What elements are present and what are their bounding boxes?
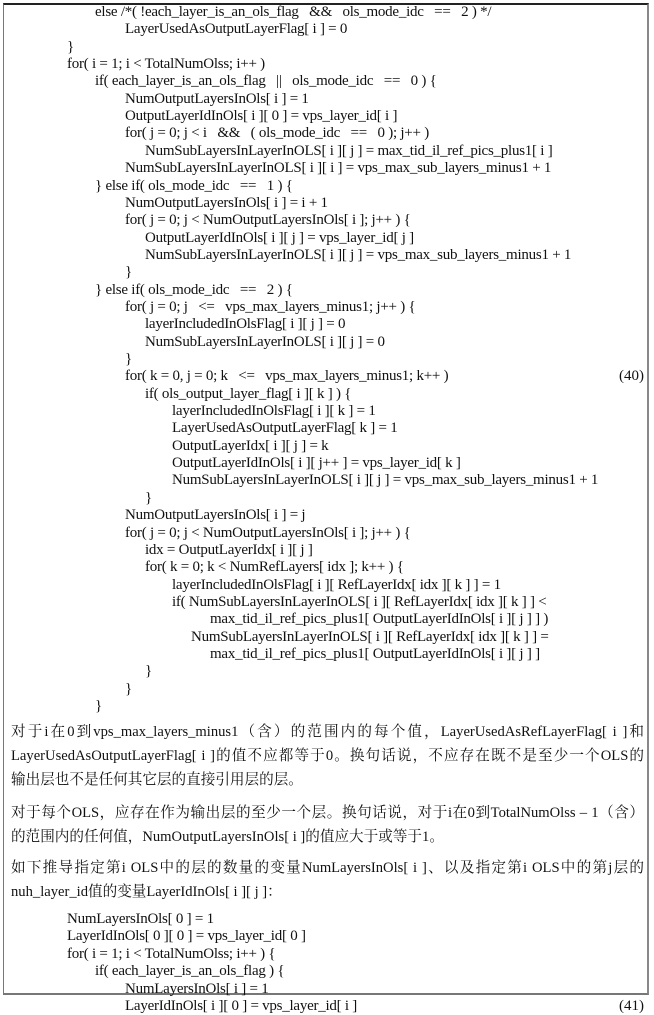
code-line: if( ols_output_layer_flag[ i ][ k ] ) { — [145, 385, 352, 402]
code-line: OutputLayerIdInOls[ i ][ j++ ] = vps_layer_id[ k ] — [172, 455, 461, 472]
code-line: layerIncludedInOlsFlag[ i ][ RefLayerIdx[ idx ][ k ] ] = 1 — [172, 576, 501, 593]
equation-label-41: (41) — [619, 998, 644, 1014]
code-line: NumSubLayersInLayerInOLS[ i ][ RefLayerIdx[ idx ][ k ] ] = — [191, 628, 549, 645]
paragraph — [11, 856, 644, 904]
code-line: LayerIdInOls[ 0 ][ 0 ] = vps_layer_id[ 0 ] — [67, 928, 306, 945]
code-line: } else if( ols_mode_idc == 1 ) { — [95, 177, 293, 194]
code-line: layerIncludedInOlsFlag[ i ][ k ] = 1 — [172, 403, 376, 420]
paragraph — [11, 720, 644, 792]
code-line: } — [125, 680, 132, 697]
code-line: layerIncludedInOlsFlag[ i ][ j ] = 0 — [145, 316, 346, 333]
code-line: } — [145, 663, 152, 680]
code-line: LayerUsedAsOutputLayerFlag[ i ] = 0 — [125, 21, 348, 38]
code-line: for( i = 1; i < TotalNumOlss; i++ ) — [67, 56, 265, 73]
paragraph-line: 对于i在0到vps_max_layers_minus1（含）的范围内的每个值，LayerUsedAsRefLayerFlag[ i ]和 — [11, 724, 644, 740]
code-line: max_tid_il_ref_pics_plus1[ OutputLayerIdInOls[ i ][ j ] ] ) — [210, 611, 549, 628]
code-line: LayerIdInOls[ i ][ 0 ] = vps_layer_id[ i ] — [125, 998, 358, 1014]
paragraph-line: nuh_layer_id值的变量LayerIdInOls[ i ][ j ]： — [11, 884, 282, 900]
code-line: } — [95, 698, 102, 714]
code-line: NumLayersInOls[ 0 ] = 1 — [67, 911, 214, 927]
code-line: max_tid_il_ref_pics_plus1[ OutputLayerIdInOls[ i ][ j ] ] — [210, 645, 540, 662]
code-line: for( i = 1; i < TotalNumOlss; i++ ) { — [67, 945, 276, 962]
code-line: else /*( !each_layer_is_an_ols_flag && ols_mode_idc == 2 ) */ — [95, 4, 492, 20]
code-line: NumSubLayersInLayerInOLS[ i ][ i ] = vps_max_sub_layers_minus1 + 1 — [125, 160, 552, 177]
code-line: OutputLayerIdx[ i ][ j ] = k — [172, 437, 329, 454]
code-line: NumOutputLayersInOls[ i ] = j — [125, 507, 306, 524]
code-line: NumOutputLayersInOls[ i ] = i + 1 — [125, 194, 328, 211]
paragraph-line: 输出层也不是任何其它层的直接引用层的层。 — [11, 772, 303, 788]
code-line: for( j = 0; j < i && ( ols_mode_idc == 0 ); j++ ) — [125, 125, 429, 142]
code-line: for( j = 0; j <= vps_max_layers_minus1; j++ ) { — [125, 298, 416, 315]
code-line: OutputLayerIdInOls[ i ][ 0 ] = vps_layer_id[ i ] — [125, 108, 398, 125]
paragraph-line: 的范围内的任何值，NumOutputLayersInOls[ i ]的值应大于或等于1。 — [11, 829, 444, 845]
code-line: if( NumSubLayersInLayerInOLS[ i ][ RefLayerIdx[ idx ][ k ] ] < — [172, 593, 547, 610]
code-line: } — [125, 264, 132, 281]
code-line: NumLayersInOls[ i ] = 1 — [125, 980, 269, 997]
code-line: LayerUsedAsOutputLayerFlag[ k ] = 1 — [172, 420, 398, 437]
code-line: if( each_layer_is_an_ols_flag || ols_mode_idc == 0 ) { — [95, 73, 437, 90]
code-line: idx = OutputLayerIdx[ i ][ j ] — [145, 541, 313, 558]
code-line: OutputLayerIdInOls[ i ][ j ] = vps_layer_id[ j ] — [145, 229, 414, 246]
paragraph-line: LayerUsedAsOutputLayerFlag[ i ]的值不应都等于0。换句话说，不应存在既不是至少一个OLS的 — [11, 748, 644, 764]
code-line: } — [125, 351, 132, 367]
code-line: NumSubLayersInLayerInOLS[ i ][ j ] = vps_max_sub_layers_minus1 + 1 — [145, 246, 572, 263]
code-line: NumSubLayersInLayerInOLS[ i ][ j ] = max_tid_il_ref_pics_plus1[ i ] — [145, 142, 553, 159]
code-line: } — [67, 38, 74, 55]
code-line: NumOutputLayersInOls[ i ] = 1 — [125, 90, 309, 107]
code-line: } else if( ols_mode_idc == 2 ) { — [95, 281, 293, 298]
code-line: } — [145, 489, 152, 506]
code-line: NumSubLayersInLayerInOLS[ i ][ j ] = 0 — [145, 333, 385, 350]
code-line: if( each_layer_is_an_ols_flag ) { — [95, 963, 285, 980]
paragraph — [11, 801, 644, 849]
code-line: NumSubLayersInLayerInOLS[ i ][ j ] = vps_max_sub_layers_minus1 + 1 — [172, 472, 599, 489]
paragraph-line: 如下推导指定第i OLS中的层的数量的变量NumLayersInOls[ i ]、以及指定第i OLS中的第j层的 — [11, 860, 644, 876]
equation-label-40: (40) — [619, 368, 644, 385]
code-line: for( j = 0; j < NumOutputLayersInOls[ i ]; j++ ) { — [125, 524, 411, 541]
paragraph-line: 对于每个OLS，应存在作为输出层的至少一个层。换句话说，对于i在0到TotalNumOlss – 1（含） — [11, 805, 644, 821]
code-line: for( j = 0; j < NumOutputLayersInOls[ i ]; j++ ) { — [125, 212, 411, 229]
code-line: for( k = 0; k < NumRefLayers[ idx ]; k++ ) { — [145, 559, 404, 576]
code-line: for( k = 0, j = 0; k <= vps_max_layers_minus1; k++ ) — [125, 368, 449, 385]
